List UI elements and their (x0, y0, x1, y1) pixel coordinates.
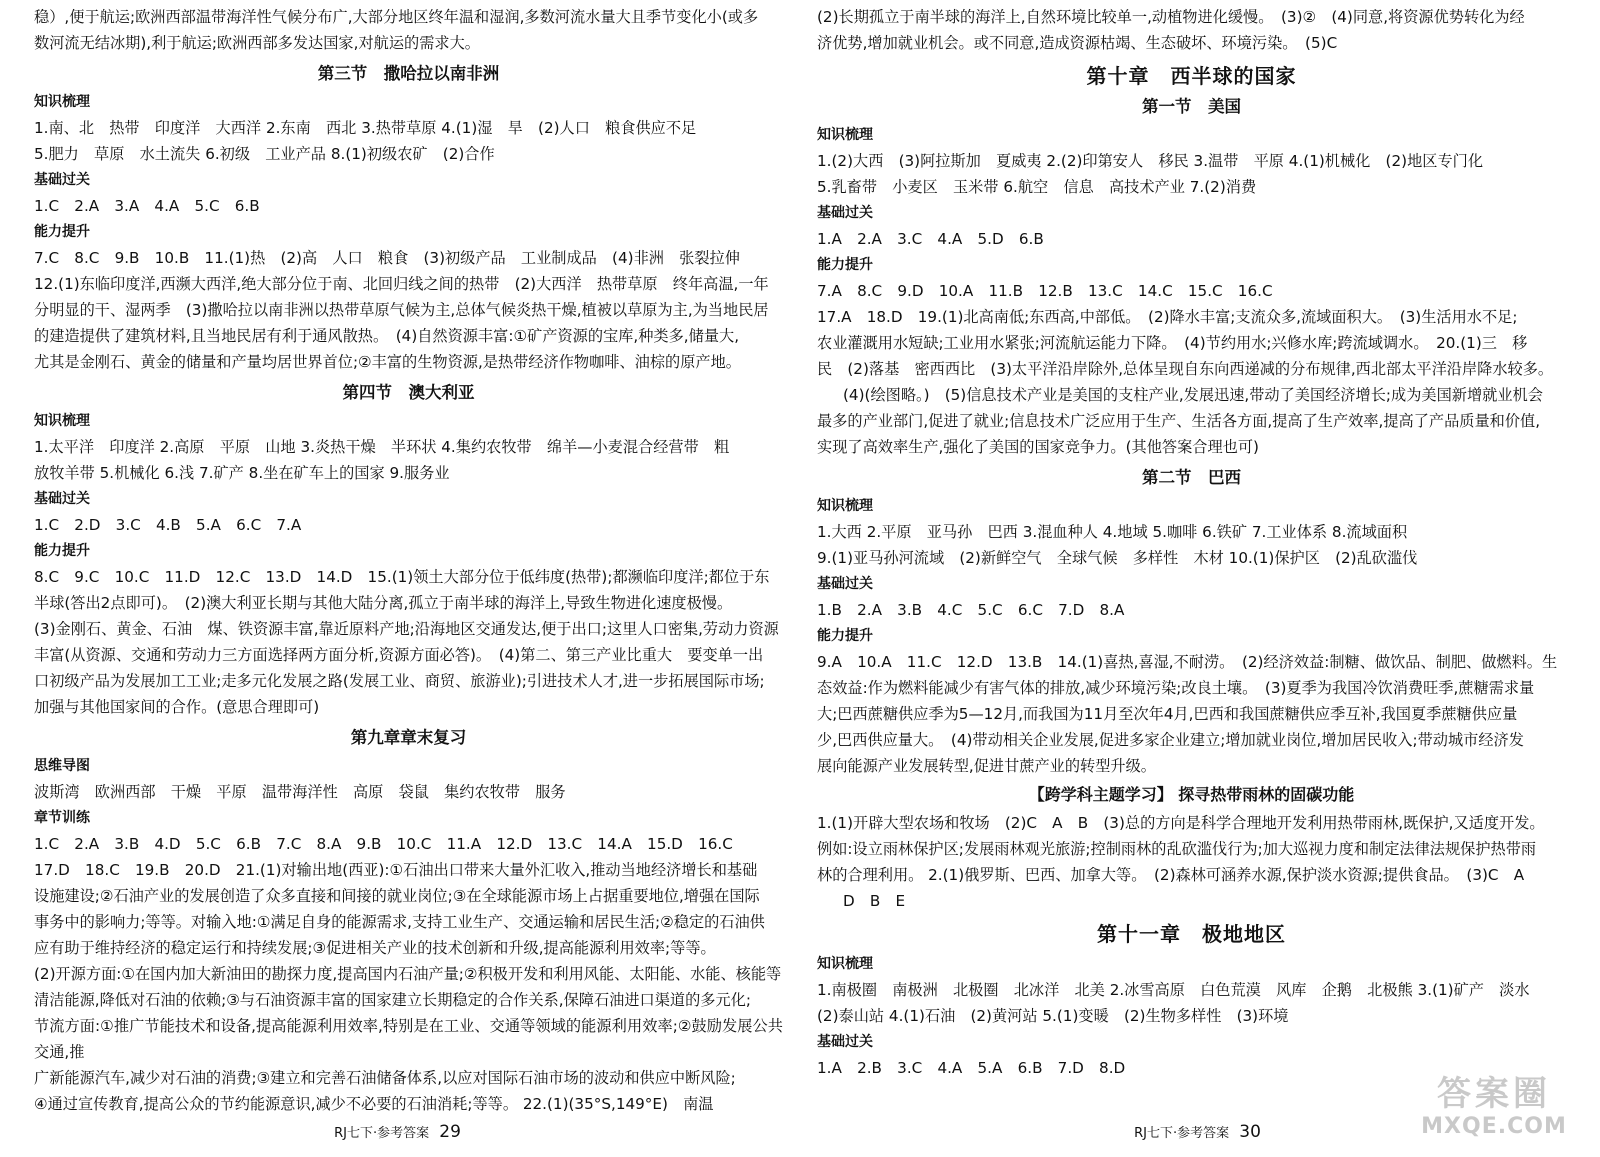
page-number: 29 (439, 1122, 461, 1142)
subsection-label: 能力提升 (34, 224, 90, 240)
text-line: 口初级产品为发展加工工业;走多元化发展之路(发展工业、商贸、旅游业);引进技术人才,进一步拓展国际市场; (34, 672, 765, 690)
text-line: 1.A 2.B 3.C 4.A 5.A 6.B 7.D 8.D (817, 1059, 1126, 1077)
topic-title: 【跨学科主题学习】 探寻热带雨林的固碳功能 (1028, 785, 1355, 804)
text-line: 民 (2)落基 密西西比 (3)太平洋沿岸除外,总体呈现自东向西递减的分布规律,西北部太平洋沿岸降水较多。 (817, 360, 1554, 378)
watermark-logo (1410, 1073, 1578, 1143)
text-line: 节流方面:①推广节能技术和设备,提高能源利用效率,特别是在工业、交通等领域的能源利用效率;②鼓励发展公共交通,推 (34, 1017, 783, 1061)
text-line: 波斯湾 欧洲西部 干燥 平原 温带海洋性 高原 袋鼠 集约农牧带 服务 (34, 783, 566, 801)
subsection-label: 思维导图 (34, 758, 90, 774)
text-line: 17.D 18.C 19.B 20.D 21.(1)对输出地(西亚):①石油出口带来大量外汇收入,推动当地经济增长和基础 (34, 861, 758, 879)
text-line: 广新能源汽车,减少对石油的消费;③建立和完善石油储备体系,以应对国际石油市场的波动和供应中断风险; (34, 1069, 736, 1087)
text-line: 1.A 2.A 3.C 4.A 5.D 6.B (817, 230, 1044, 248)
text-line: 1.南、北 热带 印度洋 大西洋 2.东南 西北 3.热带草原 4.(1)湿 旱 (2)人口 粮食供应不足 (34, 119, 697, 137)
footer-label: RJ七下·参考答案 (1134, 1126, 1230, 1141)
text-line: 1.C 2.D 3.C 4.B 5.A 6.C 7.A (34, 516, 302, 534)
text-line: 5.乳畜带 小麦区 玉米带 6.航空 信息 高技术产业 7.(2)消费 (817, 178, 1257, 196)
text-line: 17.A 18.D 19.(1)北高南低;东西高,中部低。 (2)降水丰富;支流众多,流域面积大。 (3)生活用水不足; (817, 308, 1518, 326)
subsection-label: 知识梳理 (817, 956, 873, 972)
text-line: 尤其是金刚石、黄金的储量和产量均居世界首位;②丰富的生物资源,是热带经济作物咖啡、油棕的原产地。 (34, 353, 741, 371)
text-line: 半球(答出2点即可)。 (2)澳大利亚长期与其他大陆分离,孤立于南半球的海洋上,导致生物进化速度极慢。 (34, 594, 733, 612)
text-line: 1.大西 2.平原 亚马孙 巴西 3.混血种人 4.地域 5.咖啡 6.铁矿 7.工业体系 8.流域面积 (817, 523, 1408, 541)
subsection-label: 基础过关 (34, 172, 90, 188)
text-line: 的建造提供了建筑材料,且当地民居有利于通风散热。 (4)自然资源丰富:①矿产资源的宝库,种类多,储量大, (34, 327, 740, 345)
subsection-label: 章节训练 (34, 810, 90, 826)
subsection-label: 能力提升 (34, 543, 90, 559)
text-line: 济优势,增加就业机会。或不同意,造成资源枯竭、生态破坏、环境污染。 (5)C (817, 34, 1338, 52)
subsection-label: 基础过关 (34, 491, 90, 507)
section-title: 第二节 巴西 (1142, 468, 1241, 487)
text-line: 例如:设立雨林保护区;发展雨林观光旅游;控制雨林的乱砍滥伐行为;加大巡视力度和制定法律法规保护热带雨 (817, 840, 1537, 858)
text-line: 放牧羊带 5.机械化 6.浅 7.矿产 8.坐在矿车上的国家 9.服务业 (34, 464, 450, 482)
footer-label: RJ七下·参考答案 (334, 1126, 430, 1141)
subsection-label: 知识梳理 (34, 413, 90, 429)
text-line: 12.(1)东临印度洋,西濒大西洋,绝大部分位于南、北回归线之间的热带 (2)大西洋 热带草原 终年高温,一年 (34, 275, 769, 293)
text-line: 9.A 10.A 11.C 12.D 13.B 14.(1)喜热,喜湿,不耐涝。 (2)经济效益:制糖、做饮品、制肥、做燃料。生 (817, 653, 1558, 671)
text-line: 事务中的影响力;等等。对输入地:①满足自身的能源需求,支持工业生产、交通运输和居民生活;②稳定的石油供 (34, 913, 765, 931)
left-page (0, 0, 795, 1157)
text-line: 清洁能源,降低对石油的依赖;③与石油资源丰富的国家建立长期稳定的合作关系,保障石油进口渠道的多元化; (34, 991, 751, 1009)
subsection-label: 能力提升 (817, 257, 873, 273)
watermark-logo-text: 答案圈 (1437, 1074, 1551, 1114)
text-line: 展向能源产业发展转型,促进甘蔗产业的转型升级。 (817, 757, 1156, 775)
text-line: 少,巴西供应量大。 (4)带动相关企业发展,促进多家企业建立;增加就业岗位,增加居民收入;带动城市经济发 (817, 731, 1524, 749)
text-line: 最多的产业部门,促进了就业;信息技术广泛应用于生产、生活各方面,提高了生产效率,提高了产品质量和价值, (817, 412, 1541, 430)
section-title: 第九章章末复习 (350, 728, 467, 747)
text-line: 加强与其他国家间的合作。(意思合理即可) (34, 698, 320, 716)
text-line: (3)金刚石、黄金、石油 煤、铁资源丰富,靠近原料产地;沿海地区交通发达,便于出口;这里人口密集,劳动力资源 (34, 620, 779, 638)
text-line: (2)开源方面:①在国内加大新油田的勘探力度,提高国内石油产量;②积极开发和利用风能、太阳能、水能、核能等 (34, 965, 782, 983)
chapter-title: 第十章 西半球的国家 (1086, 64, 1297, 88)
subsection-label: 能力提升 (817, 628, 873, 644)
subsection-label: 知识梳理 (817, 127, 873, 143)
text-line: 实现了高效率生产,强化了美国的国家竞争力。(其他答案合理也可) (817, 438, 1259, 456)
text-line: 8.C 9.C 10.C 11.D 12.C 13.D 14.D 15.(1)领土大部分位于低纬度(热带);都濒临印度洋;都位于东 (34, 568, 770, 586)
subsection-label: 基础过关 (817, 576, 873, 592)
text-line: 大;巴西蔗糖供应季为5—12月,而我国为11月至次年4月,巴西和我国蔗糖供应季互补,我国夏季蔗糖供应量 (817, 705, 1518, 723)
text-line: 1.南极圈 南极洲 北极圈 北冰洋 北美 2.冰雪高原 白色荒漠 风库 企鹅 北极熊 3.(1)矿产 淡水 (817, 981, 1530, 999)
text-line: 5.肥力 草原 水土流失 6.初级 工业产品 8.(1)初级农矿 (2)合作 (34, 145, 495, 163)
text-line: 9.(1)亚马孙河流域 (2)新鲜空气 全球气候 多样性 木材 10.(1)保护区 (2)乱砍滥伐 (817, 549, 1418, 567)
text-line: 林的合理利用。 2.(1)俄罗斯、巴西、加拿大等。 (2)森林可涵养水源,保护淡水资源;提供食品。 (3)C A (817, 866, 1525, 884)
text-line: D B E (843, 892, 906, 910)
subsection-label: 基础过关 (817, 205, 873, 221)
section-title: 第三节 撒哈拉以南非洲 (317, 64, 500, 83)
text-line: 7.C 8.C 9.B 10.B 11.(1)热 (2)高 人口 粮食 (3)初级产品 工业制成品 (4)非洲 张裂拉伸 (34, 249, 740, 267)
text-line: 7.A 8.C 9.D 10.A 11.B 12.B 13.C 14.C 15.C 16.C (817, 282, 1273, 300)
text-line: 数河流无结冰期),利于航运;欧洲西部多发达国家,对航运的需求大。 (34, 34, 480, 52)
page-number: 30 (1239, 1122, 1261, 1142)
text-line: 1.C 2.A 3.B 4.D 5.C 6.B 7.C 8.A 9.B 10.C 11.A 12.D 13.C 14.A 15.D 16.C (34, 835, 733, 853)
text-line: 1.太平洋 印度洋 2.高原 平原 山地 3.炎热干燥 半环状 4.集约农牧带 绵羊—小麦混合经营带 粗 (34, 438, 730, 456)
subsection-label: 知识梳理 (34, 94, 90, 110)
text-line: ④通过宣传教育,提高公众的节约能源意识,减少不必要的石油消耗;等等。 22.(1)(35°S,149°E) 南温 (34, 1095, 714, 1113)
text-line: 1.B 2.A 3.B 4.C 5.C 6.C 7.D 8.A (817, 601, 1125, 619)
text-line: (2)泰山站 4.(1)石油 (2)黄河站 5.(1)变暖 (2)生物多样性 (3)环境 (817, 1007, 1289, 1025)
text-line: (4)(绘图略。) (5)信息技术产业是美国的支柱产业,发展迅速,带动了美国经济增长;成为美国新增就业机会 (843, 386, 1543, 404)
text-line: 1.(1)开辟大型农场和牧场 (2)C A B (3)总的方向是科学合理地开发利用热带雨林,既保护,又适度开发。 (817, 814, 1545, 832)
text-line: 农业灌溉用水短缺;工业用水紧张;河流航运能力下降。 (4)节约用水;兴修水库;跨流域调水。 20.(1)三 移 (817, 334, 1528, 352)
text-line: 1.(2)大西 (3)阿拉斯加 夏威夷 2.(2)印第安人 移民 3.温带 平原 4.(1)机械化 (2)地区专门化 (817, 152, 1484, 170)
text-line: (2)长期孤立于南半球的海洋上,自然环境比较单一,动植物进化缓慢。 (3)② (4)同意,将资源优势转化为经 (817, 8, 1525, 26)
text-line: 丰富(从资源、交通和劳动力三方面选择两方面分析,资源方面必答)。 (4)第二、第三产业比重大 要变单一出 (34, 646, 764, 664)
text-line: 态效益:作为燃料能减少有害气体的排放,减少环境污染;改良土壤。 (3)夏季为我国冷饮消费旺季,蔗糖需求量 (817, 679, 1535, 697)
text-line: 应有助于维持经济的稳定运行和持续发展;③促进相关产业的技术创新和升级,提高能源利用效率;等等。 (34, 939, 716, 957)
text-line: 设施建设;②石油产业的发展创造了众多直接和间接的就业岗位;③在全球能源市场上占据重要地位,增强在国际 (34, 887, 760, 905)
section-title: 第一节 美国 (1142, 97, 1241, 116)
text-line: 分明显的干、湿两季 (3)撒哈拉以南非洲以热带草原气候为主,总体气候炎热干燥,植被以草原为主,为当地民居 (34, 301, 769, 319)
chapter-title: 第十一章 极地地区 (1097, 922, 1286, 946)
page-footer (0, 1119, 795, 1147)
text-line: 稳）,便于航运;欧洲西部温带海洋性气候分布广,大部分地区终年温和湿润,多数河流水量大且季节变化小(或多 (34, 8, 759, 26)
text-line: 1.C 2.A 3.A 4.A 5.C 6.B (34, 197, 260, 215)
watermark-url: MXQE.COM (1421, 1114, 1567, 1139)
subsection-label: 基础过关 (817, 1034, 873, 1050)
section-title: 第四节 澳大利亚 (342, 383, 475, 402)
right-page (795, 0, 1600, 1157)
subsection-label: 知识梳理 (817, 498, 873, 514)
